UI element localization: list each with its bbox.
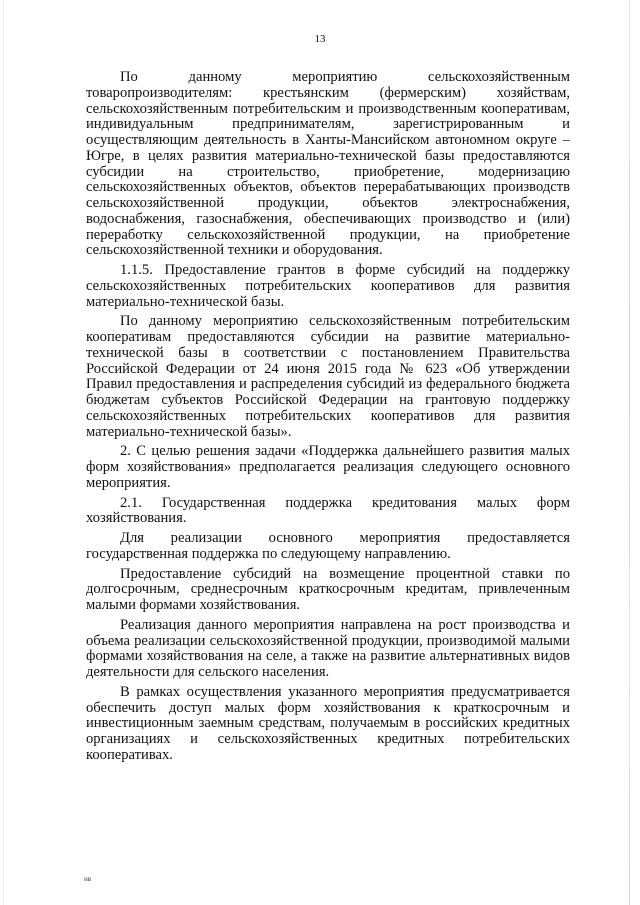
- paragraph-2-1-credit-support: 2.1. Государственная поддержка кредитования малых форм хозяйствования.: [86, 494, 570, 527]
- paragraph-interest-subsidies: Предоставление субсидий на возмещение процентной ставки по долгосрочным, среднесрочным краткосрочным кредитам, привлеченным малыми формами хозяйствования.: [86, 565, 570, 613]
- scan-edge-right: [629, 0, 630, 905]
- paragraph-subsidies-material-base: По данному мероприятию сельскохозяйственным товаропроизводителям: крестьянским (фермерским) хозяйствам, сельскохозяйственным потребительским и производственным кооперативам, индивидуальным предпринимателям, зарегистрированным и осуществляющим деятельность в Ханты-Мансийском автономном округе – Югре, в целях развития материально-технической базы предоставляются субсидии на строительство, приобретение, модернизацию сельскохозяйственных объектов, объектов перерабатывающих производств сельскохозяйственной продукции, объектов электроснабжения, водоснабжения, газоснабжения, обеспечивающих производство и (или) переработку сельскохозяйственной продукции, на приобретение сельскохозяйственной техники и оборудования.: [86, 69, 570, 259]
- document-body: [86, 70, 570, 768]
- paragraph-production-growth: Реализация данного мероприятия направлена на рост производства и объема реализации сельскохозяйственной продукции, производимой малыми формами хозяйствования на селе, а также на развитие альтернативных видов деятельности для сельского населения.: [86, 616, 570, 680]
- paragraph-cooperative-subsidies: По данному мероприятию сельскохозяйственным потребительским кооперативам предоставляются субсидии на развитие материально-технической базы в соответствии с постановлением Правительства Российской Федерации от 24 июня 2015 года № 623 «Об утверждении Правил предоставления и распределения субсидий из федерального бюджета бюджетам субъектов Российской Федерации на грантовую поддержку сельскохозяйственных потребительских кооперативов для развития материально-технической базы».: [86, 313, 570, 440]
- footer-mark: нв: [84, 875, 92, 883]
- scan-edge-left: [3, 0, 4, 905]
- paragraph-implementation: Для реализации основного мероприятия предоставляется государственная поддержка по следующему направлению.: [86, 530, 570, 562]
- paragraph-1-1-5-grants: 1.1.5. Предоставление грантов в форме субсидий на поддержку сельскохозяйственных потребительских кооперативов для развития материально-технической базы.: [86, 262, 570, 310]
- paragraph-credit-access: В рамках осуществления указанного мероприятия предусматривается обеспечить доступ малых форм хозяйствования к краткосрочным и инвестиционным заемным средствам, получаемым в российских кредитных организациях и сельскохозяйственных кредитных потребительских кооперативах.: [86, 683, 570, 763]
- page-number: 13: [314, 33, 326, 45]
- paragraph-2-task: 2. С целью решения задачи «Поддержка дальнейшего развития малых форм хозяйствования» предполагается реализация следующего основного мероприятия.: [86, 443, 570, 491]
